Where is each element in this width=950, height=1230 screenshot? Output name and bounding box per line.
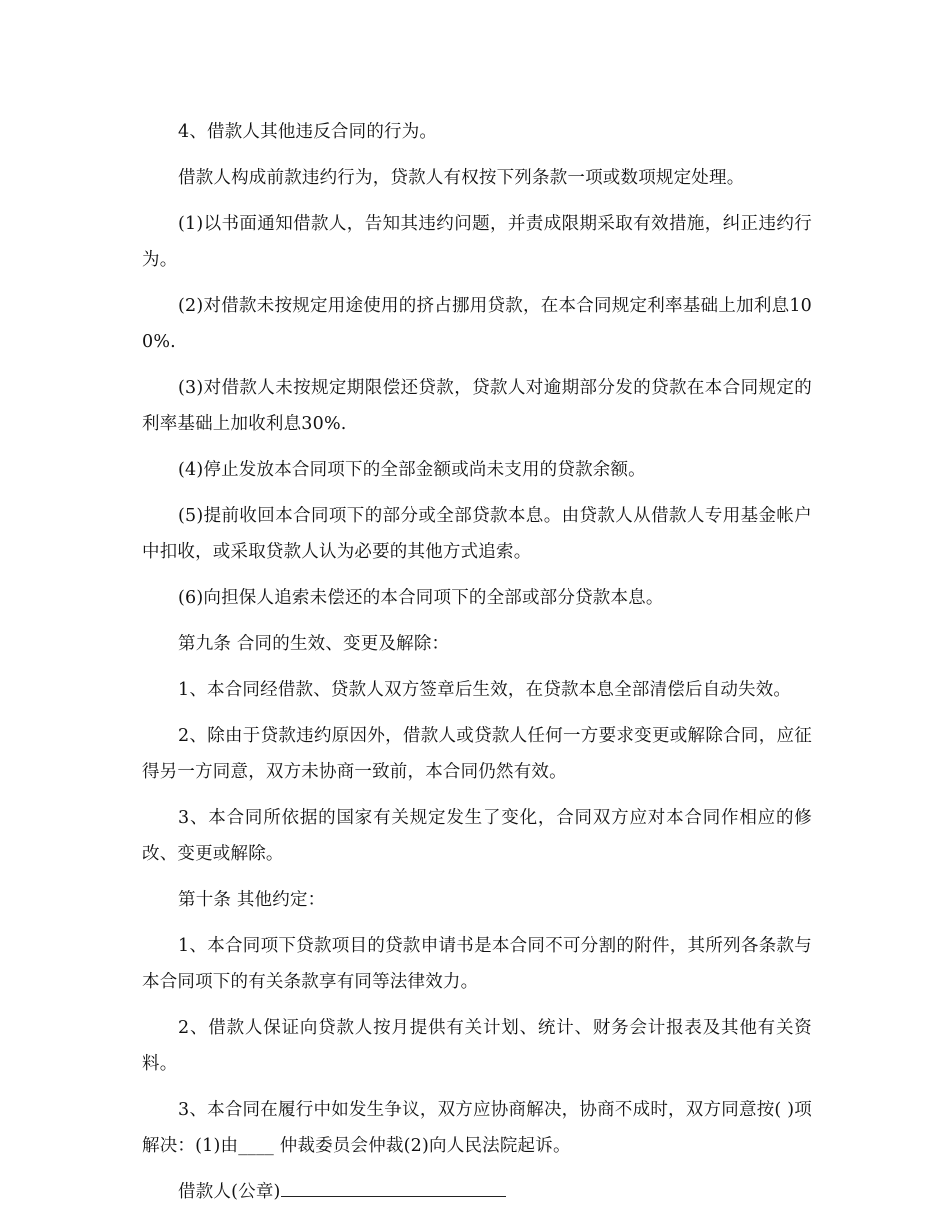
handling-item-1: (1)以书面通知借款人，告知其违约问题，并责成限期采取有效措施，纠正违约行为。 (142, 214, 812, 270)
contract-body (142, 114, 812, 1220)
article-10-item-2: 2、借款人保证向贷款人按月提供有关计划、统计、财务会计报表及其他有关资料。 (142, 1018, 812, 1074)
article-10-item-1: 1、本合同项下贷款项目的贷款申请书是本合同不可分割的附件，其所列各条款与本合同项下的有关条款享有同等法律效力。 (142, 936, 812, 992)
article-9-heading: 第九条 合同的生效、变更及解除： (178, 634, 450, 654)
handling-item-2: (2)对借款未按规定用途使用的挤占挪用贷款，在本合同规定利率基础上加利息100%. (142, 296, 812, 352)
article-9-item-1: 1、本合同经借款、贷款人双方签章后生效，在贷款本息全部清偿后自动失效。 (178, 680, 792, 700)
article-10-item-3: 3、本合同在履行中如发生争议，双方应协商解决，协商不成时，双方同意按( )项解决：(1)由____ 仲裁委员会仲裁(2)向人民法院起诉。 (142, 1100, 812, 1156)
handling-item-5: (5)提前收回本合同项下的部分或全部贷款本息。由贷款人从借款人专用基金帐户中扣收，或采取贷款人认为必要的其他方式追索。 (142, 506, 812, 562)
signature-line[interactable] (281, 1174, 506, 1197)
article-10-heading: 第十条 其他约定： (178, 890, 326, 910)
article-9-item-3: 3、本合同所依据的国家有关规定发生了变化，合同双方应对本合同作相应的修改、变更或解除。 (142, 808, 812, 864)
signature-row (142, 1174, 812, 1210)
borrower-seal-label: 借款人(公章) (178, 1182, 281, 1202)
clause-breach-item-4: 4、借款人其他违反合同的行为。 (178, 122, 438, 142)
handling-item-6: (6)向担保人追索未偿还的本合同项下的全部或部分贷款本息。 (178, 588, 664, 608)
handling-item-4: (4)停止发放本合同项下的全部金额或尚未支用的贷款余额。 (178, 460, 646, 480)
article-9-item-2: 2、除由于贷款违约原因外，借款人或贷款人任何一方要求变更或解除合同，应征得另一方同意，双方未协商一致前，本合同仍然有效。 (142, 726, 812, 782)
breach-handling-intro: 借款人构成前款违约行为，贷款人有权按下列条款一项或数项规定处理。 (178, 168, 745, 188)
handling-item-3: (3)对借款人未按规定期限偿还贷款，贷款人对逾期部分发的贷款在本合同规定的利率基础上加收利息30%. (142, 378, 812, 434)
